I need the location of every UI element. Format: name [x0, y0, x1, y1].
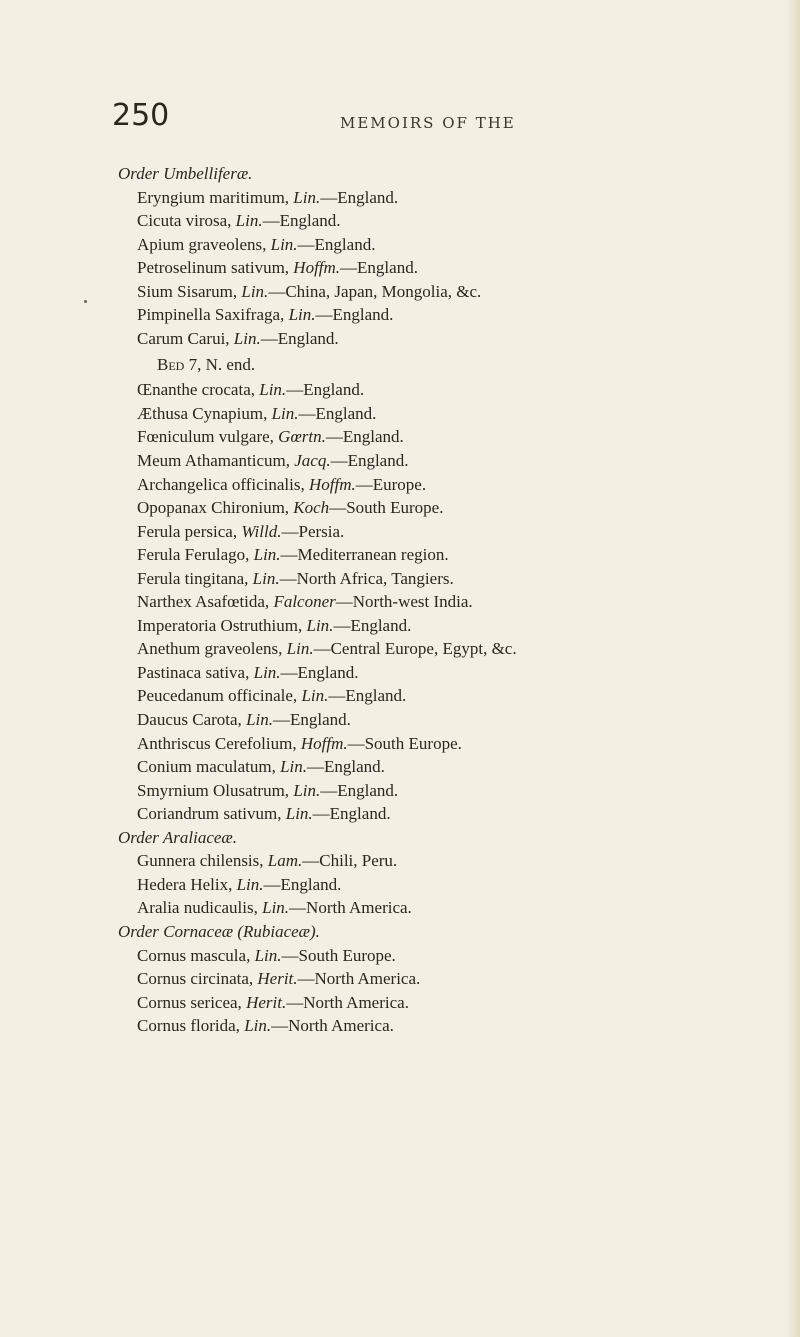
species-name: Ferula Ferulago,: [137, 545, 254, 565]
species-name: Anthriscus Cerefolium,: [137, 733, 301, 753]
distribution: —North America.: [297, 969, 421, 989]
order-name: Cornaceæ (Rubiaceæ).: [163, 921, 320, 941]
authority: Lin.: [241, 281, 269, 301]
order-heading: [118, 162, 758, 186]
authority: Lin.: [286, 639, 314, 659]
species-entry: [118, 590, 758, 614]
order-label: Order: [118, 921, 164, 941]
species-entry: [118, 732, 758, 756]
species-entry: [118, 496, 758, 520]
species-entry: [118, 256, 758, 280]
authority: Hoffm.: [293, 258, 341, 278]
distribution: —England.: [320, 780, 399, 800]
authority: Gœrtn.: [278, 427, 326, 447]
bed-heading: [118, 352, 758, 378]
species-entry: [118, 543, 758, 567]
species-entry: [118, 327, 758, 351]
species-name: Petroselinum sativum,: [137, 258, 294, 278]
species-entry: [118, 779, 758, 803]
species-name: Cornus florida,: [137, 1016, 245, 1036]
species-name: Fœniculum vulgare,: [137, 427, 279, 447]
species-name: Pastinaca sativa,: [137, 662, 254, 682]
authority: Falconer: [273, 592, 336, 612]
distribution: —Mediterranean region.: [280, 545, 449, 565]
authority: Lin.: [301, 686, 329, 706]
species-name: Cornus circinata,: [137, 969, 258, 989]
species-name: Hedera Helix,: [137, 874, 237, 894]
authority: Hoffm.: [308, 474, 356, 494]
distribution: —England.: [315, 305, 394, 325]
species-entry: [118, 567, 758, 591]
bed-label: Bed: [157, 355, 185, 375]
distribution: —South Europe.: [329, 498, 444, 518]
distribution: —England.: [330, 451, 409, 471]
distribution: —China, Japan, Mongolia, &c.: [268, 281, 482, 301]
page-header: [112, 98, 712, 138]
species-name: Peucedanum officinale,: [137, 686, 302, 706]
distribution: —England.: [286, 380, 365, 400]
species-entry: [118, 967, 758, 991]
species-entry: [118, 209, 758, 233]
authority: Lin.: [270, 234, 298, 254]
distribution: —England.: [297, 234, 376, 254]
authority: Lin.: [252, 568, 280, 588]
species-entry: [118, 473, 758, 497]
species-name: Opopanax Chironium,: [137, 498, 294, 518]
species-entry: [118, 637, 758, 661]
authority: Lam.: [267, 851, 303, 871]
species-name: Sium Sisarum,: [137, 281, 242, 301]
species-name: Cicuta virosa,: [137, 211, 236, 231]
authority: Lin.: [280, 757, 308, 777]
authority: Lin.: [244, 1016, 272, 1036]
distribution: —England.: [333, 615, 412, 635]
species-entry: [118, 520, 758, 544]
bed-location: 7, N. end.: [184, 355, 256, 375]
species-entry: [118, 303, 758, 327]
distribution: —England.: [340, 258, 418, 278]
species-name: Coriandrum sativum,: [137, 804, 286, 824]
species-name: Cornus mascula,: [137, 945, 255, 965]
species-entry: [118, 449, 758, 473]
species-name: Ferula persica,: [137, 521, 242, 541]
species-name: Ferula tingitana,: [137, 568, 253, 588]
distribution: —North-west India.: [335, 592, 473, 612]
distribution: —Europe.: [355, 474, 427, 494]
species-name: Cornus sericea,: [137, 992, 247, 1012]
species-entry: [118, 186, 758, 210]
distribution: —England.: [320, 187, 399, 207]
species-entry: [118, 378, 758, 402]
species-name: Conium maculatum,: [137, 757, 281, 777]
species-entry: [118, 233, 758, 257]
distribution: —North America.: [271, 1016, 394, 1036]
species-name: Œnanthe crocata,: [137, 380, 260, 400]
authority: Herit.: [257, 969, 298, 989]
species-name: Eryngium maritimum,: [137, 187, 294, 207]
species-name: Aralia nudicaulis,: [137, 898, 263, 918]
authority: Lin.: [246, 710, 273, 730]
authority: Jacq.: [294, 451, 331, 471]
species-name: Meum Athamanticum,: [137, 451, 295, 471]
distribution: —England.: [325, 427, 404, 447]
species-name: Smyrnium Olusatrum,: [137, 780, 294, 800]
species-name: Archangelica officinalis,: [137, 474, 309, 494]
authority: Lin.: [233, 328, 261, 348]
species-entry: [118, 755, 758, 779]
species-list: [118, 162, 758, 1038]
species-name: Narthex Asafœtida,: [137, 592, 274, 612]
authority: Lin.: [254, 945, 282, 965]
species-name: Æthusa Cynapium,: [137, 403, 272, 423]
authority: Lin.: [293, 187, 321, 207]
distribution: —Chili, Peru.: [302, 851, 398, 871]
species-entry: [118, 425, 758, 449]
species-name: Gunnera chilensis,: [137, 851, 268, 871]
distribution: —North America.: [289, 898, 412, 918]
distribution: —Persia.: [281, 521, 345, 541]
distribution: —England.: [312, 804, 391, 824]
authority: Lin.: [253, 662, 281, 682]
authority: Lin.: [235, 211, 263, 231]
species-name: Anethum graveolens,: [137, 639, 287, 659]
page-edge-shadow: [786, 0, 800, 1337]
species-name: Apium graveolens,: [137, 234, 271, 254]
species-entry: [118, 684, 758, 708]
authority: Koch: [293, 498, 330, 518]
authority: Lin.: [306, 615, 334, 635]
species-entry: [118, 849, 758, 873]
distribution: —North Africa, Tangiers.: [279, 568, 454, 588]
distribution: —England.: [273, 710, 351, 730]
order-heading: [118, 920, 758, 944]
species-entry: [118, 802, 758, 826]
species-name: Carum Carui,: [137, 328, 234, 348]
order-label: Order: [118, 827, 163, 847]
page-number: 250: [112, 98, 170, 133]
authority: Herit.: [246, 992, 287, 1012]
species-entry: [118, 661, 758, 685]
species-name: Pimpinella Saxifraga,: [137, 305, 289, 325]
species-entry: [118, 402, 758, 426]
distribution: —England.: [262, 211, 341, 231]
authority: Lin.: [236, 874, 264, 894]
authority: Lin.: [262, 898, 290, 918]
authority: Lin.: [259, 380, 287, 400]
authority: Lin.: [293, 780, 321, 800]
authority: Lin.: [271, 403, 299, 423]
distribution: —England.: [298, 403, 377, 423]
order-name: Umbelliferæ.: [163, 164, 253, 183]
order-label: Order: [118, 164, 164, 183]
distribution: —England.: [263, 874, 342, 894]
distribution: —England.: [260, 328, 339, 348]
order-heading: [118, 826, 758, 850]
species-entry: [118, 991, 758, 1015]
species-entry: [118, 708, 758, 732]
authority: Lin.: [285, 804, 313, 824]
distribution: —England.: [307, 757, 385, 777]
running-head: MEMOIRS OF THE: [340, 114, 516, 132]
distribution: —South Europe.: [281, 945, 396, 965]
distribution: —England.: [280, 662, 359, 682]
species-entry: [118, 873, 758, 897]
distribution: —Central Europe, Egypt, &c.: [313, 639, 517, 659]
species-name: Imperatoria Ostruthium,: [137, 615, 307, 635]
species-entry: [118, 280, 758, 304]
species-entry: [118, 896, 758, 920]
species-name: Daucus Carota,: [137, 710, 247, 730]
order-name: Araliaceæ.: [162, 827, 238, 847]
authority: Lin.: [288, 305, 316, 325]
distribution: —England.: [328, 686, 407, 706]
authority: Hoffm.: [300, 733, 348, 753]
species-entry: [118, 1014, 758, 1038]
distribution: —South Europe.: [347, 733, 462, 753]
authority: Willd.: [241, 521, 282, 541]
species-entry: [118, 614, 758, 638]
stray-mark: [84, 300, 87, 303]
authority: Lin.: [253, 545, 281, 565]
species-entry: [118, 944, 758, 968]
distribution: —North America.: [286, 992, 409, 1012]
